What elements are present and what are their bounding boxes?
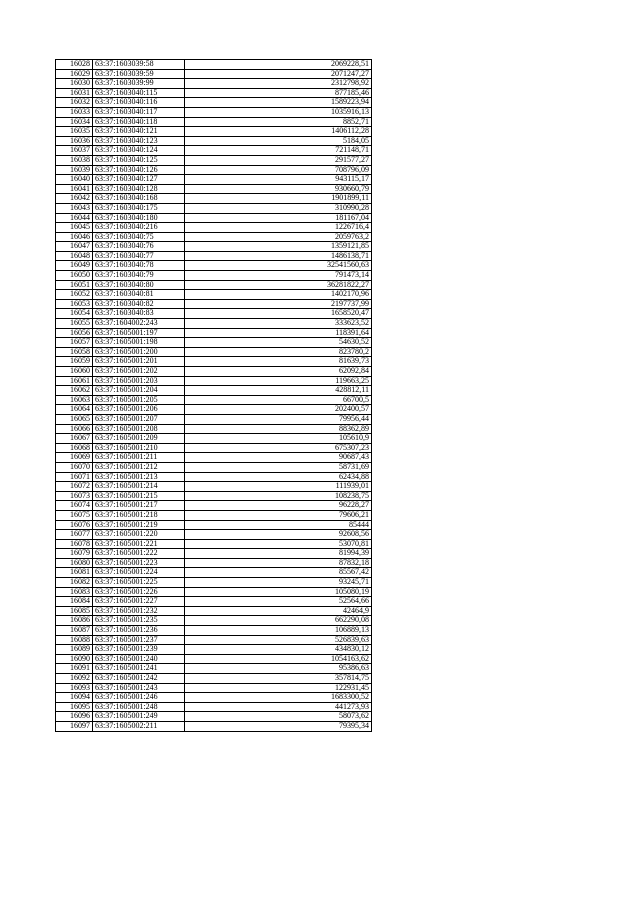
cadastral-number-cell: 63:37:1605001:211: [93, 453, 185, 463]
table-row: [56, 683, 372, 693]
cadastral-number-cell: 63:37:1605001:205: [93, 395, 185, 405]
value-cell: 88362,89: [185, 424, 372, 434]
table-row: [56, 155, 372, 165]
row-number-cell: 16049: [56, 261, 93, 271]
cadastral-number-cell: 63:37:1603040:79: [93, 271, 185, 281]
row-number-cell: 16031: [56, 88, 93, 98]
value-cell: 53070,81: [185, 539, 372, 549]
row-number-cell: 16063: [56, 395, 93, 405]
value-cell: 5184,05: [185, 136, 372, 146]
table-row: [56, 107, 372, 117]
table-row: [56, 175, 372, 185]
cadastral-number-cell: 63:37:1605001:215: [93, 491, 185, 501]
row-number-cell: 16039: [56, 165, 93, 175]
table-row: [56, 491, 372, 501]
table-row: [56, 405, 372, 415]
table-row: [56, 578, 372, 588]
cadastral-number-cell: 63:37:1605001:225: [93, 578, 185, 588]
value-cell: 62092,84: [185, 367, 372, 377]
value-cell: 122931,45: [185, 683, 372, 693]
row-number-cell: 16072: [56, 482, 93, 492]
table-row: [56, 568, 372, 578]
row-number-cell: 16091: [56, 664, 93, 674]
row-number-cell: 16056: [56, 328, 93, 338]
row-number-cell: 16037: [56, 146, 93, 156]
table-row: [56, 414, 372, 424]
row-number-cell: 16095: [56, 702, 93, 712]
row-number-cell: 16041: [56, 184, 93, 194]
row-number-cell: 16045: [56, 223, 93, 233]
row-number-cell: 16088: [56, 635, 93, 645]
value-cell: 1901899,11: [185, 194, 372, 204]
value-cell: 52564,66: [185, 597, 372, 607]
value-cell: 81639,73: [185, 357, 372, 367]
cadastral-number-cell: 63:37:1603040:127: [93, 175, 185, 185]
cadastral-number-cell: 63:37:1605001:202: [93, 367, 185, 377]
row-number-cell: 16080: [56, 558, 93, 568]
value-cell: 8852,71: [185, 117, 372, 127]
row-number-cell: 16068: [56, 443, 93, 453]
table-row: [56, 434, 372, 444]
table-row: [56, 549, 372, 559]
value-cell: 1054163,62: [185, 654, 372, 664]
value-cell: 62434,88: [185, 472, 372, 482]
row-number-cell: 16087: [56, 626, 93, 636]
value-cell: 81994,39: [185, 549, 372, 559]
cadastral-number-cell: 63:37:1605001:218: [93, 510, 185, 520]
cadastral-value-table: [55, 59, 372, 732]
cadastral-number-cell: 63:37:1605001:212: [93, 462, 185, 472]
value-cell: 1359121,85: [185, 242, 372, 252]
cadastral-number-cell: 63:37:1605001:246: [93, 693, 185, 703]
cadastral-number-cell: 63:37:1603039:99: [93, 79, 185, 89]
cadastral-number-cell: 63:37:1605001:213: [93, 472, 185, 482]
value-cell: 791473,14: [185, 271, 372, 281]
cadastral-number-cell: 63:37:1603040:77: [93, 251, 185, 261]
row-number-cell: 16097: [56, 721, 93, 731]
cadastral-number-cell: 63:37:1605001:223: [93, 558, 185, 568]
row-number-cell: 16043: [56, 203, 93, 213]
cadastral-number-cell: 63:37:1605001:200: [93, 347, 185, 357]
table-row: [56, 453, 372, 463]
row-number-cell: 16054: [56, 309, 93, 319]
table-row: [56, 587, 372, 597]
table-row: [56, 309, 372, 319]
cadastral-number-cell: 63:37:1603040:116: [93, 98, 185, 108]
row-number-cell: 16055: [56, 319, 93, 329]
row-number-cell: 16093: [56, 683, 93, 693]
row-number-cell: 16094: [56, 693, 93, 703]
cadastral-number-cell: 63:37:1603040:175: [93, 203, 185, 213]
value-cell: 310990,28: [185, 203, 372, 213]
row-number-cell: 16075: [56, 510, 93, 520]
row-number-cell: 16058: [56, 347, 93, 357]
table-row: [56, 501, 372, 511]
table-row: [56, 721, 372, 731]
value-cell: 32541560,63: [185, 261, 372, 271]
value-cell: 675307,23: [185, 443, 372, 453]
row-number-cell: 16038: [56, 155, 93, 165]
cadastral-number-cell: 63:37:1603040:78: [93, 261, 185, 271]
cadastral-number-cell: 63:37:1603039:59: [93, 69, 185, 79]
cadastral-number-cell: 63:37:1603040:80: [93, 280, 185, 290]
value-cell: 2197737,99: [185, 299, 372, 309]
value-cell: 96228,27: [185, 501, 372, 511]
table-row: [56, 60, 372, 70]
value-cell: 333623,52: [185, 319, 372, 329]
row-number-cell: 16030: [56, 79, 93, 89]
cadastral-number-cell: 63:37:1603040:118: [93, 117, 185, 127]
value-cell: 90687,43: [185, 453, 372, 463]
table-row: [56, 299, 372, 309]
table-row: [56, 280, 372, 290]
table-row: [56, 98, 372, 108]
table-row: [56, 386, 372, 396]
cadastral-number-cell: 63:37:1605001:232: [93, 606, 185, 616]
value-cell: 662290,08: [185, 616, 372, 626]
cadastral-number-cell: 63:37:1605001:201: [93, 357, 185, 367]
row-number-cell: 16033: [56, 107, 93, 117]
cadastral-number-cell: 63:37:1603040:123: [93, 136, 185, 146]
value-cell: 1589223,94: [185, 98, 372, 108]
value-cell: 441273,93: [185, 702, 372, 712]
row-number-cell: 16047: [56, 242, 93, 252]
row-number-cell: 16096: [56, 712, 93, 722]
cadastral-number-cell: 63:37:1605001:227: [93, 597, 185, 607]
table-row: [56, 146, 372, 156]
table-row: [56, 223, 372, 233]
value-cell: 79395,34: [185, 721, 372, 731]
value-cell: 58073,62: [185, 712, 372, 722]
cadastral-number-cell: 63:37:1605001:248: [93, 702, 185, 712]
table-row: [56, 203, 372, 213]
table-row: [56, 213, 372, 223]
row-number-cell: 16078: [56, 539, 93, 549]
table-row: [56, 702, 372, 712]
row-number-cell: 16032: [56, 98, 93, 108]
table-row: [56, 194, 372, 204]
value-cell: 85444: [185, 520, 372, 530]
cadastral-number-cell: 63:37:1605001:203: [93, 376, 185, 386]
row-number-cell: 16090: [56, 654, 93, 664]
table-row: [56, 654, 372, 664]
value-cell: 1402170,96: [185, 290, 372, 300]
table-row: [56, 626, 372, 636]
row-number-cell: 16034: [56, 117, 93, 127]
value-cell: 93245,71: [185, 578, 372, 588]
table-row: [56, 664, 372, 674]
table-row: [56, 79, 372, 89]
table-body: [56, 60, 372, 732]
cadastral-number-cell: 63:37:1605001:217: [93, 501, 185, 511]
row-number-cell: 16059: [56, 357, 93, 367]
value-cell: 111939,01: [185, 482, 372, 492]
value-cell: 2069228,51: [185, 60, 372, 70]
cadastral-number-cell: 63:37:1603040:126: [93, 165, 185, 175]
value-cell: 2059763,2: [185, 232, 372, 242]
value-cell: 1035916,13: [185, 107, 372, 117]
value-cell: 36281822,27: [185, 280, 372, 290]
row-number-cell: 16066: [56, 424, 93, 434]
table-row: [56, 712, 372, 722]
cadastral-number-cell: 63:37:1603040:180: [93, 213, 185, 223]
table-row: [56, 635, 372, 645]
cadastral-number-cell: 63:37:1605001:241: [93, 664, 185, 674]
table-row: [56, 232, 372, 242]
row-number-cell: 16028: [56, 60, 93, 70]
value-cell: 108238,75: [185, 491, 372, 501]
value-cell: 291577,27: [185, 155, 372, 165]
row-number-cell: 16053: [56, 299, 93, 309]
table-row: [56, 674, 372, 684]
row-number-cell: 16040: [56, 175, 93, 185]
cadastral-number-cell: 63:37:1603040:121: [93, 127, 185, 137]
row-number-cell: 16077: [56, 530, 93, 540]
table-row: [56, 69, 372, 79]
cadastral-number-cell: 63:37:1605001:220: [93, 530, 185, 540]
cadastral-number-cell: 63:37:1605001:243: [93, 683, 185, 693]
row-number-cell: 16046: [56, 232, 93, 242]
cadastral-number-cell: 63:37:1605001:210: [93, 443, 185, 453]
cadastral-number-cell: 63:37:1605001:240: [93, 654, 185, 664]
value-cell: 526839,63: [185, 635, 372, 645]
cadastral-number-cell: 63:37:1605001:207: [93, 414, 185, 424]
cadastral-number-cell: 63:37:1603040:125: [93, 155, 185, 165]
row-number-cell: 16079: [56, 549, 93, 559]
cadastral-number-cell: 63:37:1605001:219: [93, 520, 185, 530]
cadastral-number-cell: 63:37:1605001:236: [93, 626, 185, 636]
cadastral-number-cell: 63:37:1603040:76: [93, 242, 185, 252]
table-row: [56, 395, 372, 405]
value-cell: 1683300,52: [185, 693, 372, 703]
value-cell: 58731,69: [185, 462, 372, 472]
table-row: [56, 136, 372, 146]
value-cell: 708796,09: [185, 165, 372, 175]
table-row: [56, 328, 372, 338]
cadastral-number-cell: 63:37:1603040:115: [93, 88, 185, 98]
cadastral-number-cell: 63:37:1603040:117: [93, 107, 185, 117]
cadastral-number-cell: 63:37:1605001:214: [93, 482, 185, 492]
table-row: [56, 645, 372, 655]
table-row: [56, 319, 372, 329]
row-number-cell: 16081: [56, 568, 93, 578]
row-number-cell: 16073: [56, 491, 93, 501]
row-number-cell: 16083: [56, 587, 93, 597]
value-cell: 66700,5: [185, 395, 372, 405]
table-row: [56, 510, 372, 520]
cadastral-number-cell: 63:37:1605001:249: [93, 712, 185, 722]
row-number-cell: 16086: [56, 616, 93, 626]
value-cell: 42464,9: [185, 606, 372, 616]
table-row: [56, 261, 372, 271]
value-cell: 54630,52: [185, 338, 372, 348]
table-row: [56, 558, 372, 568]
table-row: [56, 482, 372, 492]
row-number-cell: 16051: [56, 280, 93, 290]
cadastral-number-cell: 63:37:1603040:83: [93, 309, 185, 319]
value-cell: 87832,18: [185, 558, 372, 568]
row-number-cell: 16074: [56, 501, 93, 511]
value-cell: 92608,56: [185, 530, 372, 540]
cadastral-number-cell: 63:37:1605001:198: [93, 338, 185, 348]
cadastral-number-cell: 63:37:1603040:216: [93, 223, 185, 233]
table-row: [56, 539, 372, 549]
cadastral-number-cell: 63:37:1605001:237: [93, 635, 185, 645]
row-number-cell: 16029: [56, 69, 93, 79]
table-row: [56, 367, 372, 377]
table-row: [56, 338, 372, 348]
table-row: [56, 271, 372, 281]
value-cell: 721148,71: [185, 146, 372, 156]
value-cell: 105080,19: [185, 587, 372, 597]
value-cell: 105610,9: [185, 434, 372, 444]
value-cell: 79956,44: [185, 414, 372, 424]
row-number-cell: 16061: [56, 376, 93, 386]
cadastral-number-cell: 63:37:1605002:211: [93, 721, 185, 731]
cadastral-number-cell: 63:37:1603040:168: [93, 194, 185, 204]
cadastral-number-cell: 63:37:1604002:243: [93, 319, 185, 329]
table-row: [56, 520, 372, 530]
row-number-cell: 16071: [56, 472, 93, 482]
row-number-cell: 16076: [56, 520, 93, 530]
table-row: [56, 693, 372, 703]
row-number-cell: 16089: [56, 645, 93, 655]
cadastral-number-cell: 63:37:1605001:226: [93, 587, 185, 597]
table-row: [56, 376, 372, 386]
cadastral-number-cell: 63:37:1605001:242: [93, 674, 185, 684]
table-row: [56, 290, 372, 300]
value-cell: 823780,2: [185, 347, 372, 357]
row-number-cell: 16050: [56, 271, 93, 281]
table-row: [56, 597, 372, 607]
cadastral-number-cell: 63:37:1605001:208: [93, 424, 185, 434]
row-number-cell: 16092: [56, 674, 93, 684]
row-number-cell: 16085: [56, 606, 93, 616]
cadastral-number-cell: 63:37:1605001:206: [93, 405, 185, 415]
cadastral-number-cell: 63:37:1603040:82: [93, 299, 185, 309]
cadastral-number-cell: 63:37:1605001:221: [93, 539, 185, 549]
value-cell: 181167,04: [185, 213, 372, 223]
cadastral-number-cell: 63:37:1605001:197: [93, 328, 185, 338]
table-row: [56, 88, 372, 98]
cadastral-number-cell: 63:37:1603040:128: [93, 184, 185, 194]
value-cell: 428812,11: [185, 386, 372, 396]
value-cell: 1658520,47: [185, 309, 372, 319]
cadastral-number-cell: 63:37:1605001:224: [93, 568, 185, 578]
table-row: [56, 606, 372, 616]
row-number-cell: 16035: [56, 127, 93, 137]
value-cell: 79606,21: [185, 510, 372, 520]
table-row: [56, 462, 372, 472]
cadastral-number-cell: 63:37:1603040:81: [93, 290, 185, 300]
table-row: [56, 127, 372, 137]
table-row: [56, 242, 372, 252]
value-cell: 95386,63: [185, 664, 372, 674]
value-cell: 2312798,92: [185, 79, 372, 89]
value-cell: 2071247,27: [185, 69, 372, 79]
value-cell: 943115,17: [185, 175, 372, 185]
cadastral-number-cell: 63:37:1605001:239: [93, 645, 185, 655]
cadastral-number-cell: 63:37:1605001:235: [93, 616, 185, 626]
row-number-cell: 16084: [56, 597, 93, 607]
table-row: [56, 117, 372, 127]
table-row: [56, 165, 372, 175]
cadastral-number-cell: 63:37:1605001:204: [93, 386, 185, 396]
table-row: [56, 472, 372, 482]
table-row: [56, 251, 372, 261]
value-cell: 118391,64: [185, 328, 372, 338]
cadastral-number-cell: 63:37:1603040:124: [93, 146, 185, 156]
row-number-cell: 16044: [56, 213, 93, 223]
table-row: [56, 424, 372, 434]
cadastral-number-cell: 63:37:1605001:209: [93, 434, 185, 444]
cadastral-number-cell: 63:37:1605001:222: [93, 549, 185, 559]
row-number-cell: 16069: [56, 453, 93, 463]
row-number-cell: 16057: [56, 338, 93, 348]
row-number-cell: 16062: [56, 386, 93, 396]
row-number-cell: 16052: [56, 290, 93, 300]
row-number-cell: 16048: [56, 251, 93, 261]
value-cell: 119663,25: [185, 376, 372, 386]
value-cell: 877185,46: [185, 88, 372, 98]
value-cell: 202400,57: [185, 405, 372, 415]
row-number-cell: 16065: [56, 414, 93, 424]
row-number-cell: 16067: [56, 434, 93, 444]
table-row: [56, 357, 372, 367]
value-cell: 1226716,4: [185, 223, 372, 233]
table-row: [56, 184, 372, 194]
row-number-cell: 16042: [56, 194, 93, 204]
table-row: [56, 616, 372, 626]
value-cell: 357814,75: [185, 674, 372, 684]
value-cell: 106889,13: [185, 626, 372, 636]
row-number-cell: 16064: [56, 405, 93, 415]
row-number-cell: 16060: [56, 367, 93, 377]
cadastral-number-cell: 63:37:1603040:75: [93, 232, 185, 242]
value-cell: 930660,79: [185, 184, 372, 194]
row-number-cell: 16082: [56, 578, 93, 588]
table-row: [56, 347, 372, 357]
cadastral-number-cell: 63:37:1603039:58: [93, 60, 185, 70]
table-row: [56, 443, 372, 453]
row-number-cell: 16070: [56, 462, 93, 472]
value-cell: 1406112,28: [185, 127, 372, 137]
value-cell: 1486138,71: [185, 251, 372, 261]
row-number-cell: 16036: [56, 136, 93, 146]
table-row: [56, 530, 372, 540]
value-cell: 434830,12: [185, 645, 372, 655]
value-cell: 85567,42: [185, 568, 372, 578]
